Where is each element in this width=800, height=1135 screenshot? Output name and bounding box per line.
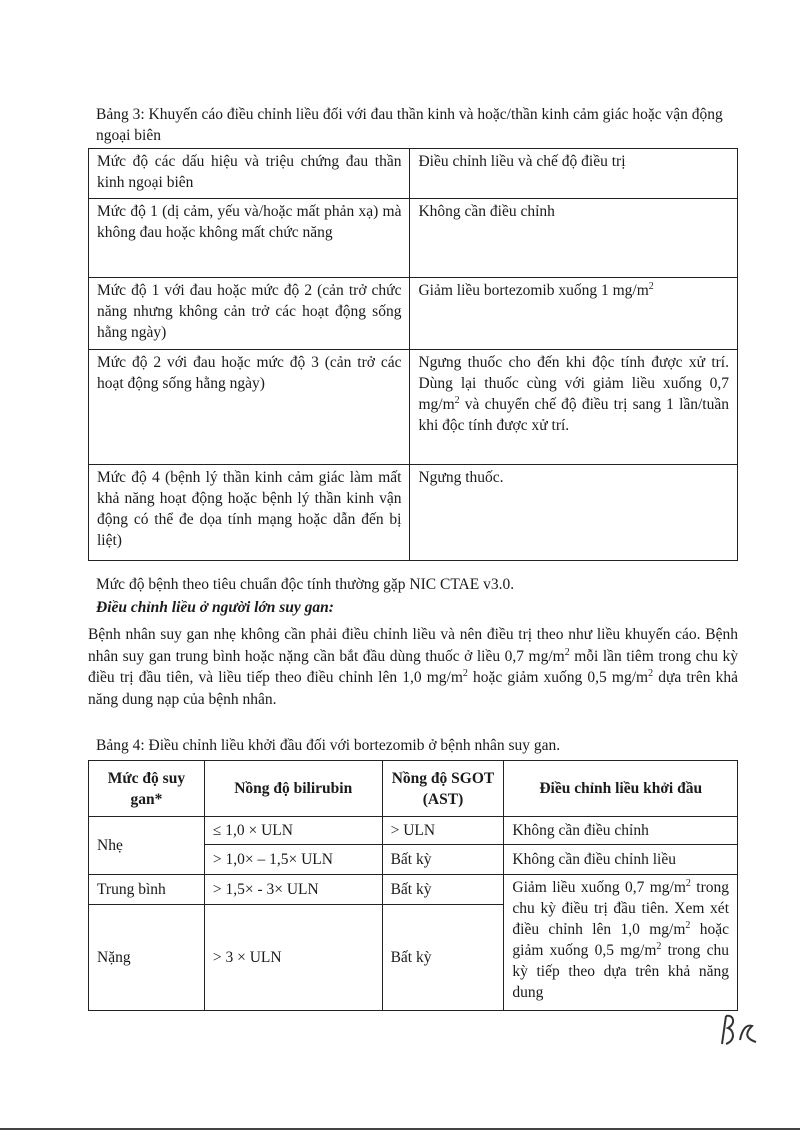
paragraph-text: Bệnh nhân suy gan nhẹ không cần phải điều chỉnh liều và nên điều trị theo như liều khuyến cáo. Bệnh nhân suy gan trung bình hoặc nặng cần bắt đầu dùng thuốc ở liều 0,7 mg/m (88, 626, 738, 665)
table-row (89, 350, 738, 465)
superscript: 2 (564, 646, 570, 658)
cell-text: trong chu kỳ điều trị đầu tiên. Xem xét điều chỉnh lên 1,0 mg/m (512, 879, 730, 938)
cell-text: Giảm liều xuống 0,7 mg/m (512, 879, 686, 896)
cell-text: Giảm liều bortezomib xuống 1 mg/m (418, 282, 649, 299)
table-cell (504, 875, 738, 1011)
table-cell (410, 350, 738, 465)
superscript: 2 (454, 394, 460, 406)
table-row (89, 875, 738, 905)
table3-caption: Bảng 3: Khuyến cáo điều chỉnh liều đối với đau thần kinh và hoặc/thần kinh cảm giác hoặc vận động ngoại biên (96, 106, 723, 144)
table-cell: > ULN (382, 817, 504, 845)
cell-text: trong chu kỳ tiếp theo dựa trên khả năng dung (512, 942, 729, 1001)
table-cell: Bất kỳ (382, 905, 504, 1011)
table-cell: Nặng (89, 905, 205, 1011)
paragraph-text: mỗi lần tiêm trong chu kỳ điều trị đầu tiên, và liều tiếp theo điều chỉnh lên 1,0 mg/m (88, 647, 738, 686)
table3 (88, 148, 738, 561)
paragraph-text: hoặc giảm xuống 0,5 mg/m (467, 669, 649, 686)
table4 (88, 760, 738, 1011)
column-header: Nồng độ SGOT (AST) (382, 761, 504, 817)
table-header-row (89, 761, 738, 817)
cell-text: và chuyển chế độ điều trị sang 1 lần/tuần khi độc tính được xử trí. (418, 396, 729, 434)
cell-text: Ngưng thuốc cho đến khi độc tính được xử trí. Dùng lại thuốc cùng với giảm liều xuống 0,7 mg/m (418, 354, 729, 413)
superscript: 2 (656, 940, 662, 952)
table-row (89, 817, 738, 845)
table-cell: Bất kỳ (382, 845, 504, 875)
table-cell: Mức độ 2 với đau hoặc mức độ 3 (cản trở các hoạt động sống hằng ngày) (89, 350, 410, 465)
table-row (89, 278, 738, 350)
superscript: 2 (685, 877, 691, 889)
table-cell: Trung bình (89, 875, 205, 905)
table-cell: Không cần điều chỉnh (504, 817, 738, 845)
table-cell: Nhẹ (89, 817, 205, 875)
paragraph-text: dựa trên khả năng dung nạp của bệnh nhân. (88, 669, 738, 708)
table-cell: ≤ 1,0 × ULN (204, 817, 382, 845)
table-cell: Không cần điều chỉnh (410, 199, 738, 278)
table-cell: > 1,5× - 3× ULN (204, 875, 382, 905)
table-row (89, 199, 738, 278)
table-cell: > 3 × ULN (204, 905, 382, 1011)
table-cell: > 1,0× – 1,5× ULN (204, 845, 382, 875)
table-cell: Mức độ 1 với đau hoặc mức độ 2 (cản trở chức năng nhưng không cản trở các hoạt động sống hằng ngày) (89, 278, 410, 350)
table-cell: Mức độ 1 (dị cảm, yếu và/hoặc mất phản xạ) mà không đau hoặc không mất chức năng (89, 199, 410, 278)
bottom-rule (0, 1128, 800, 1130)
initials-signature (716, 1010, 760, 1056)
superscript: 2 (685, 919, 691, 931)
table-cell: Không cần điều chỉnh liều (504, 845, 738, 875)
table-row (89, 465, 738, 561)
column-header: Điều chỉnh liều khởi đầu (504, 761, 738, 817)
table-row (89, 149, 738, 199)
cell-text: hoặc giảm xuống 0,5 mg/m (512, 921, 729, 959)
superscript: 2 (648, 280, 654, 292)
table-cell: Mức độ các dấu hiệu và triệu chứng đau thần kinh ngoại biên (89, 149, 410, 199)
table-cell: Ngưng thuốc. (410, 465, 738, 561)
signature-mark (716, 1010, 760, 1050)
body-paragraph (88, 624, 738, 710)
severity-note: Mức độ bệnh theo tiêu chuẩn độc tính thường gặp NIC CTAE v3.0. (96, 576, 515, 593)
superscript: 2 (462, 667, 468, 679)
table-cell: Điều chỉnh liều và chế độ điều trị (410, 149, 738, 199)
section-heading: Điều chỉnh liều ở người lớn suy gan: (96, 599, 334, 616)
table-cell (410, 278, 738, 350)
table-cell: Bất kỳ (382, 875, 504, 905)
table4-caption: Bảng 4: Điều chỉnh liều khởi đầu đối với bortezomib ở bệnh nhân suy gan. (96, 737, 561, 754)
superscript: 2 (648, 667, 654, 679)
column-header: Nồng độ bilirubin (204, 761, 382, 817)
column-header: Mức độ suy gan* (89, 761, 205, 817)
table-cell: Mức độ 4 (bệnh lý thần kinh cảm giác làm mất khả năng hoạt động hoặc bệnh lý thần kinh vận động có thể đe dọa tính mạng hoặc dẫn đến bị liệt) (89, 465, 410, 561)
